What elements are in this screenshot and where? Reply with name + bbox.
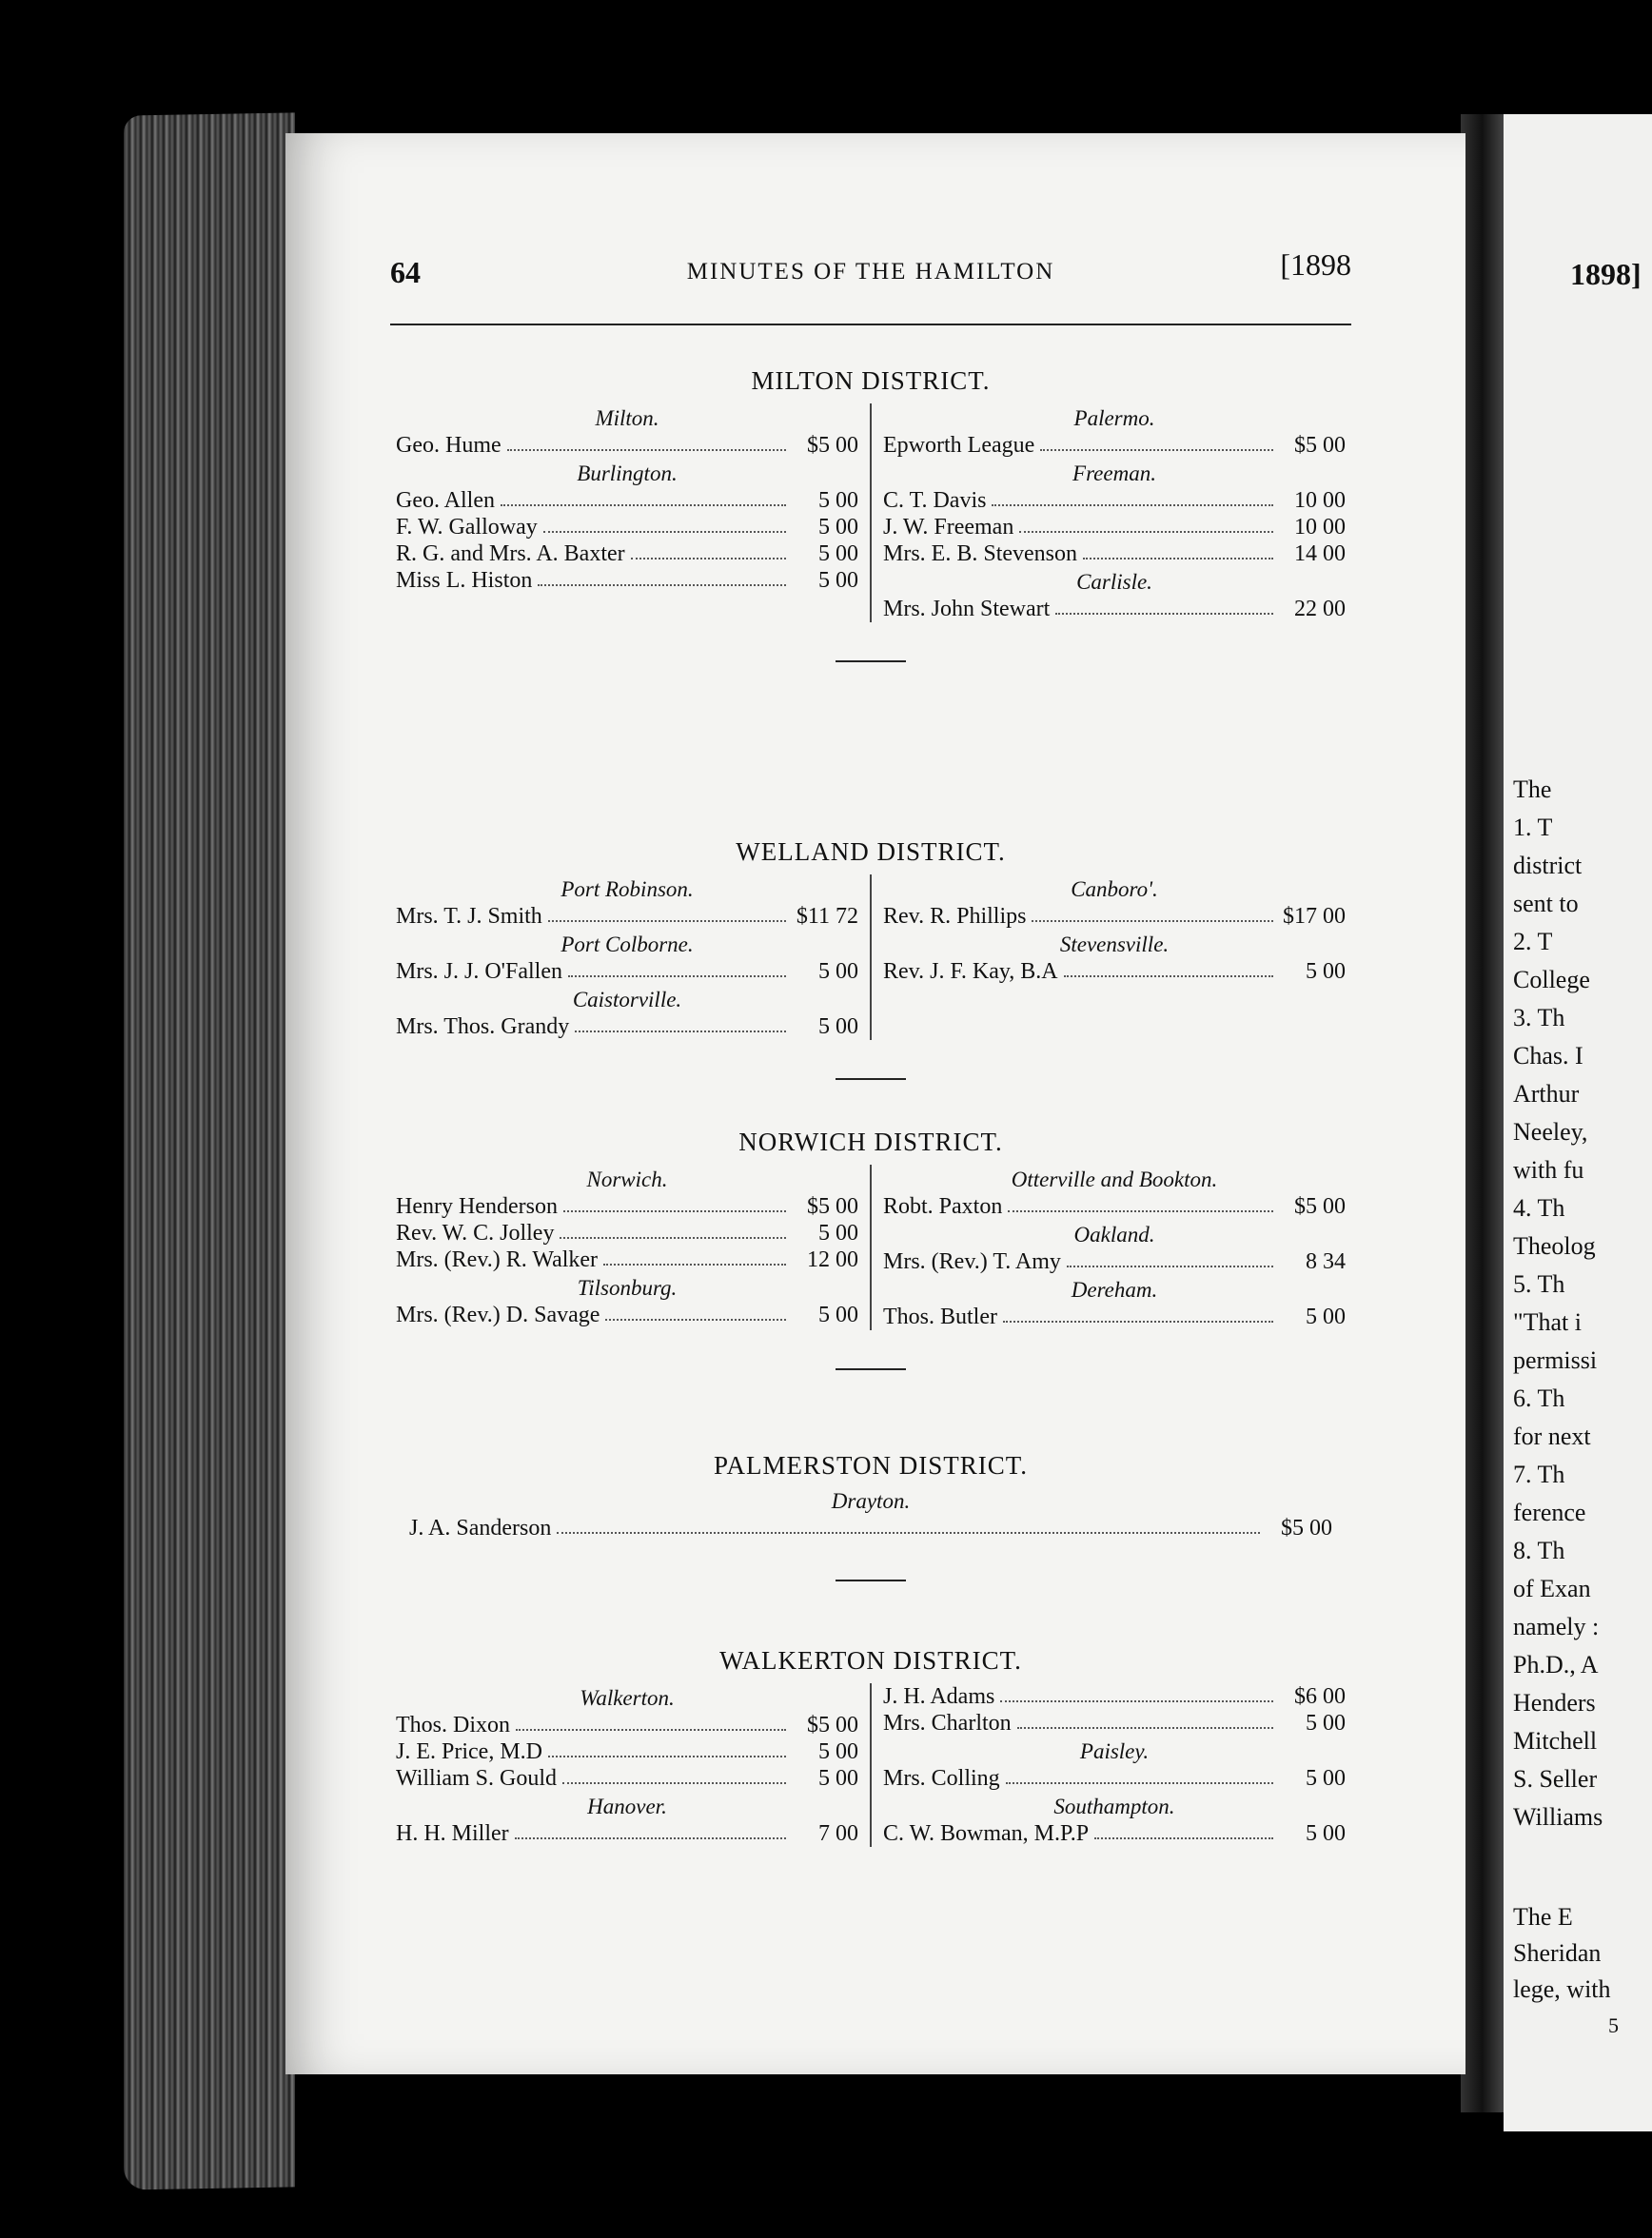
- right-page-line: Williams: [1513, 1803, 1603, 1831]
- contribution-row: [396, 487, 858, 514]
- contributor-name: Mrs. J. J. O'Fallen: [396, 959, 562, 984]
- contribution-row: [883, 1765, 1346, 1792]
- contribution-amount: 5 00: [818, 515, 858, 540]
- section-separator: [836, 1580, 906, 1581]
- contribution-amount: 5 00: [818, 1739, 858, 1764]
- place-heading: Drayton.: [831, 1489, 911, 1513]
- district-section: [390, 366, 1351, 662]
- section-separator: [836, 660, 906, 662]
- section-separator: [836, 1078, 906, 1080]
- place-heading: Milton.: [595, 406, 659, 430]
- page-number: 64: [390, 255, 421, 289]
- district-single-list: [390, 1488, 1351, 1541]
- contributor-name: Miss L. Histon: [396, 568, 533, 593]
- contribution-row: [883, 958, 1346, 985]
- contributor-name: Mrs. (Rev.) D. Savage: [396, 1303, 600, 1327]
- contributor-name: Geo. Allen: [396, 488, 495, 513]
- left-column: [390, 1165, 872, 1330]
- contribution-amount: 12 00: [807, 1247, 858, 1272]
- contribution-amount: 5 00: [1306, 1711, 1346, 1736]
- contribution-amount: 5 00: [818, 959, 858, 984]
- right-page-line: with fu: [1513, 1156, 1584, 1184]
- leader-dots: [1006, 1765, 1273, 1784]
- contribution-amount: $5 00: [1294, 433, 1346, 458]
- right-page-line: College: [1513, 966, 1590, 993]
- contributor-name: Mrs. E. B. Stevenson: [883, 541, 1077, 566]
- right-page-year: 1898]: [1570, 257, 1642, 291]
- right-page-line: 5. Th: [1513, 1270, 1565, 1298]
- contributor-name: C. T. Davis: [883, 488, 987, 513]
- contributor-name: J. W. Freeman: [883, 515, 1014, 540]
- right-page-line: district: [1513, 852, 1583, 879]
- right-page-line: 8. Th: [1513, 1537, 1565, 1564]
- contributor-name: H. H. Miller: [396, 1821, 509, 1846]
- contribution-row: [396, 432, 858, 459]
- contribution-amount: 10 00: [1294, 488, 1346, 513]
- contributor-name: Epworth League: [883, 433, 1035, 458]
- place-heading: Caistorville.: [572, 988, 682, 1011]
- place-heading: Southampton.: [1053, 1795, 1175, 1818]
- district-section: [390, 1128, 1351, 1370]
- contribution-row: [396, 1193, 858, 1220]
- contributor-name: Henry Henderson: [396, 1194, 558, 1219]
- right-column: [872, 1683, 1351, 1847]
- contribution-amount: 5 00: [818, 1303, 858, 1327]
- leader-dots: [515, 1820, 786, 1839]
- right-page-line: Ph.D., A: [1513, 1651, 1599, 1678]
- left-page: [285, 133, 1465, 2074]
- right-page-line: 4. Th: [1513, 1194, 1565, 1222]
- contribution-row: [883, 432, 1346, 459]
- right-page-line: permissi: [1513, 1346, 1598, 1374]
- place-heading: Burlington.: [577, 461, 678, 485]
- leader-dots: [568, 958, 786, 977]
- leader-dots: [501, 487, 786, 506]
- right-page-line: namely :: [1513, 1613, 1600, 1640]
- place-heading: Canboro'.: [1071, 877, 1158, 901]
- leader-dots: [1094, 1820, 1273, 1839]
- contribution-amount: $11 72: [796, 904, 858, 929]
- place-heading: Palermo.: [1073, 406, 1155, 430]
- right-page-line: S. Seller: [1513, 1765, 1598, 1793]
- right-column: [872, 1165, 1351, 1330]
- right-page: [1504, 114, 1652, 2131]
- district-columns: [390, 1683, 1351, 1847]
- right-page-bottom-line: 5: [1608, 2013, 1619, 2037]
- leader-dots: [548, 903, 786, 922]
- leader-dots: [1032, 903, 1273, 922]
- contributor-name: Mrs. John Stewart: [883, 597, 1051, 621]
- right-page-bottom-line: The E: [1513, 1903, 1573, 1931]
- contributor-name: Thos. Butler: [883, 1305, 997, 1329]
- right-page-line: The: [1513, 775, 1552, 803]
- leader-dots: [1040, 432, 1273, 451]
- contribution-row: [396, 1765, 858, 1792]
- place-heading: Stevensville.: [1059, 932, 1170, 956]
- contributor-name: Rev. W. C. Jolley: [396, 1221, 555, 1246]
- place-heading: Dereham.: [1071, 1278, 1158, 1302]
- right-page-bottom-line: lege, with: [1513, 1975, 1611, 2003]
- contribution-amount: 5 00: [818, 541, 858, 566]
- leader-dots: [563, 1193, 786, 1212]
- contribution-row: [883, 1193, 1346, 1220]
- leader-dots: [538, 567, 786, 586]
- leader-dots: [605, 1302, 786, 1321]
- right-page-line: 2. T: [1513, 928, 1553, 955]
- district-title: PALMERSTON DISTRICT.: [713, 1451, 1029, 1480]
- district-section: [390, 837, 1351, 1080]
- contributor-name: Mrs. (Rev.) R. Walker: [396, 1247, 599, 1272]
- district-columns: [390, 403, 1351, 622]
- contributor-name: C. W. Bowman, M.P.P: [883, 1821, 1090, 1846]
- leader-dots: [507, 432, 786, 451]
- right-page-line: 3. Th: [1513, 1004, 1565, 1031]
- contribution-amount: 14 00: [1294, 541, 1346, 566]
- right-page-line: "That i: [1513, 1308, 1582, 1336]
- right-page-line: Chas. I: [1513, 1042, 1583, 1070]
- place-heading: Tilsonburg.: [577, 1276, 678, 1300]
- contributor-name: Mrs. Charlton: [883, 1711, 1012, 1736]
- contribution-amount: 8 34: [1306, 1249, 1346, 1274]
- contribution-amount: 5 00: [1306, 959, 1346, 984]
- contribution-amount: 5 00: [818, 488, 858, 513]
- left-column: [390, 874, 872, 1040]
- district-columns: [390, 1165, 1351, 1330]
- place-heading: Freeman.: [1072, 461, 1156, 485]
- leader-dots: [992, 487, 1273, 506]
- header-rule: [390, 324, 1351, 325]
- running-title: MINUTES OF THE HAMILTON: [686, 259, 1055, 285]
- contribution-row: [883, 903, 1346, 930]
- contribution-row: [396, 1302, 858, 1328]
- contribution-amount: 7 00: [818, 1821, 858, 1846]
- right-page-line: Neeley,: [1513, 1118, 1588, 1146]
- leader-dots: [631, 540, 786, 560]
- contribution-row: [396, 1013, 858, 1040]
- contributor-name: R. G. and Mrs. A. Baxter: [396, 541, 625, 566]
- contribution-row: [396, 1820, 858, 1847]
- right-page-line: Mitchell: [1513, 1727, 1598, 1755]
- contribution-amount: $5 00: [1294, 1194, 1346, 1219]
- district-section: [390, 1646, 1351, 1847]
- place-heading: Carlisle.: [1076, 570, 1152, 594]
- contribution-row: [396, 903, 858, 930]
- contribution-row: [396, 1738, 858, 1765]
- district-section: [390, 1451, 1351, 1581]
- contribution-row: [396, 514, 858, 540]
- place-heading: Oakland.: [1073, 1223, 1155, 1247]
- contribution-amount: 10 00: [1294, 515, 1346, 540]
- contribution-row: [396, 1220, 858, 1247]
- contribution-amount: $17 00: [1283, 904, 1346, 929]
- contributor-name: Rev. J. F. Kay, B.A: [883, 959, 1058, 984]
- district-title: WELLAND DISTRICT.: [736, 837, 1006, 866]
- contributor-name: Robt. Paxton: [883, 1194, 1003, 1219]
- leader-dots: [1000, 1683, 1273, 1702]
- right-page-line: Theolog: [1513, 1232, 1596, 1260]
- right-page-line: 1. T: [1513, 814, 1553, 841]
- contribution-row: [883, 540, 1346, 567]
- district-title: WALKERTON DISTRICT.: [719, 1646, 1022, 1675]
- contributor-name: Mrs. (Rev.) T. Amy: [883, 1249, 1061, 1274]
- place-heading: Port Colborne.: [560, 932, 694, 956]
- leader-dots: [516, 1712, 786, 1731]
- leader-dots: [1019, 514, 1273, 533]
- contributor-name: Rev. R. Phillips: [883, 904, 1027, 929]
- place-heading: Paisley.: [1079, 1739, 1150, 1763]
- contribution-amount: $5 00: [807, 433, 858, 458]
- header-year: [1898: [1280, 247, 1351, 282]
- section-separator: [836, 1368, 906, 1370]
- leader-dots: [548, 1738, 786, 1757]
- contribution-amount: 5 00: [818, 568, 858, 593]
- contributor-name: William S. Gould: [396, 1766, 558, 1791]
- contribution-amount: $5 00: [807, 1194, 858, 1219]
- contribution-row: [883, 1304, 1346, 1330]
- leader-dots: [543, 514, 786, 533]
- contributor-name: Mrs. T. J. Smith: [396, 904, 542, 929]
- right-page-line: 7. Th: [1513, 1461, 1565, 1488]
- contribution-row: [396, 958, 858, 985]
- place-heading: Norwich.: [586, 1168, 668, 1191]
- contribution-row: [396, 567, 858, 594]
- contribution-row: [883, 1710, 1346, 1737]
- contributor-name: Mrs. Colling: [883, 1766, 1000, 1791]
- contributor-name: Mrs. Thos. Grandy: [396, 1014, 570, 1039]
- district-title: NORWICH DISTRICT.: [738, 1128, 1003, 1156]
- contribution-amount: 5 00: [818, 1014, 858, 1039]
- contribution-row: [883, 1248, 1346, 1275]
- contribution-row: [883, 1820, 1346, 1847]
- leader-dots: [1003, 1304, 1273, 1323]
- right-page-line: of Exan: [1513, 1575, 1591, 1602]
- contribution-amount: 5 00: [818, 1766, 858, 1791]
- contribution-amount: 22 00: [1294, 597, 1346, 621]
- leader-dots: [1083, 540, 1273, 560]
- left-column: [390, 403, 872, 622]
- right-page-line: ference: [1513, 1499, 1586, 1526]
- contribution-amount: 5 00: [818, 1221, 858, 1246]
- contribution-row: [883, 596, 1346, 622]
- contribution-row: [883, 514, 1346, 540]
- right-column: [872, 874, 1351, 1040]
- place-heading: Walkerton.: [580, 1686, 675, 1710]
- contributor-name: J. H. Adams: [883, 1684, 995, 1709]
- right-column: [872, 403, 1351, 622]
- contributor-name: F. W. Galloway: [396, 515, 538, 540]
- contribution-amount: 5 00: [1306, 1766, 1346, 1791]
- right-page-line: sent to: [1513, 890, 1579, 917]
- contribution-amount: 5 00: [1306, 1821, 1346, 1846]
- contribution-amount: $5 00: [807, 1713, 858, 1737]
- leader-dots: [575, 1013, 786, 1032]
- contribution-row: [390, 1515, 1351, 1541]
- place-heading: Port Robinson.: [560, 877, 694, 901]
- place-heading: Otterville and Bookton.: [1011, 1168, 1218, 1191]
- contribution-row: [396, 1247, 858, 1273]
- leader-dots: [1067, 1248, 1273, 1267]
- leader-dots: [557, 1515, 1260, 1534]
- leader-dots: [1064, 958, 1273, 977]
- leader-dots: [560, 1220, 786, 1239]
- right-page-bottom-line: Sheridan: [1513, 1939, 1602, 1967]
- book-gutter: [1461, 114, 1504, 2112]
- right-page-line: for next: [1513, 1423, 1591, 1450]
- leader-dots: [1055, 596, 1273, 615]
- page-header: [390, 245, 1351, 303]
- right-page-line: 6. Th: [1513, 1384, 1565, 1412]
- place-heading: Hanover.: [587, 1795, 667, 1818]
- district-title: MILTON DISTRICT.: [751, 366, 991, 395]
- contribution-row: [396, 540, 858, 567]
- contribution-row: [883, 487, 1346, 514]
- leader-dots: [562, 1765, 786, 1784]
- contribution-amount: $6 00: [1294, 1684, 1346, 1709]
- contribution-row: [396, 1712, 858, 1738]
- contribution-row: [883, 1683, 1346, 1710]
- district-columns: [390, 874, 1351, 1040]
- contributor-name: J. E. Price, M.D: [396, 1739, 542, 1764]
- leader-dots: [603, 1247, 786, 1266]
- left-column: [390, 1683, 872, 1847]
- contributor-name: J. A. Sanderson: [409, 1516, 552, 1541]
- right-page-line: Arthur: [1513, 1080, 1580, 1108]
- leader-dots: [1017, 1710, 1273, 1729]
- contribution-amount: $5 00: [1281, 1516, 1332, 1541]
- book-page-edges: [124, 112, 295, 2189]
- contributor-name: Geo. Hume: [396, 433, 502, 458]
- right-page-line: Henders: [1513, 1689, 1596, 1717]
- contributor-name: Thos. Dixon: [396, 1713, 510, 1737]
- leader-dots: [1008, 1193, 1273, 1212]
- contribution-amount: 5 00: [1306, 1305, 1346, 1329]
